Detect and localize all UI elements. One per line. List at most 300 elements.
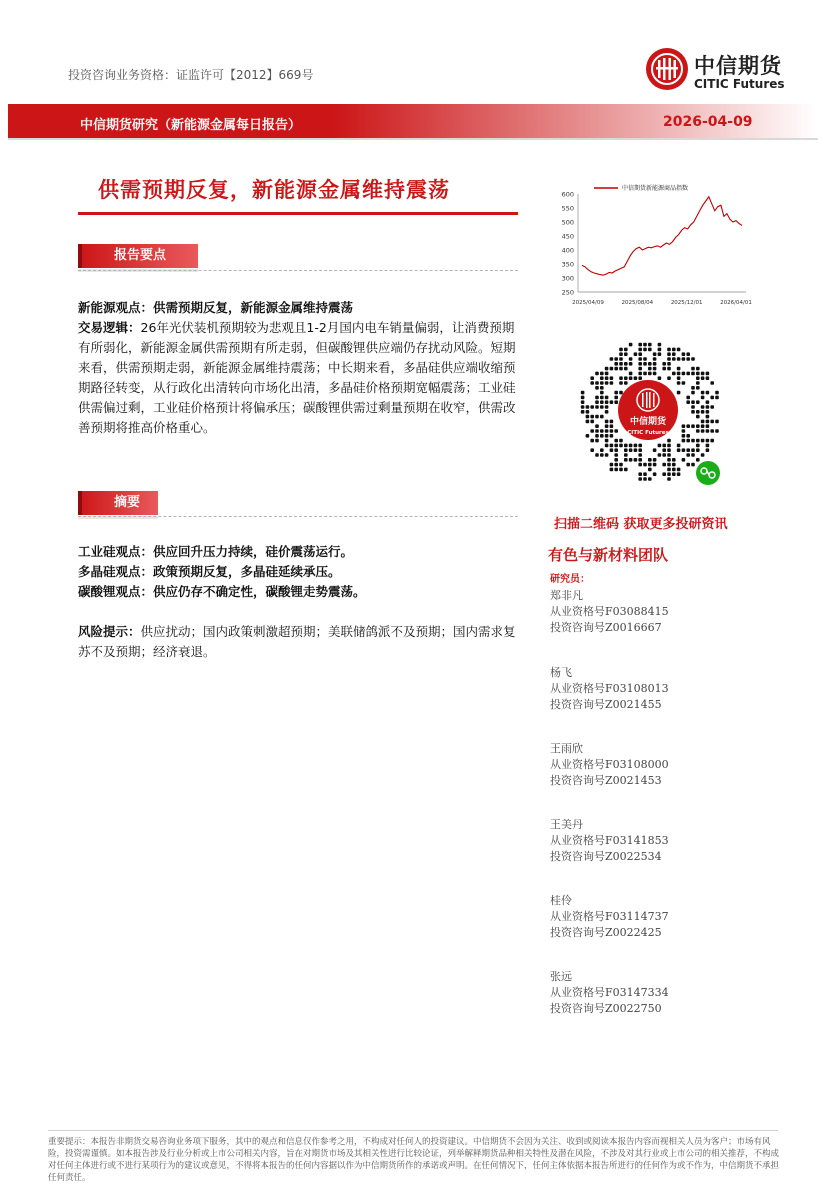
- qr-module: [667, 367, 671, 371]
- qr-module: [658, 352, 662, 356]
- qr-module: [595, 429, 599, 433]
- qr-module: [610, 429, 614, 433]
- qr-center-en: CITIC Futures: [627, 430, 669, 436]
- qr-module: [658, 343, 662, 347]
- qr-module: [600, 372, 604, 376]
- qr-module: [701, 453, 705, 457]
- qr-module: [614, 463, 618, 467]
- qr-module: [610, 448, 614, 452]
- report-title: 供需预期反复，新能源金属维持震荡: [98, 178, 450, 202]
- qr-module: [605, 367, 609, 371]
- qr-module: [614, 396, 618, 400]
- qr-module: [610, 367, 614, 371]
- qr-module: [629, 357, 633, 361]
- qr-module: [648, 343, 652, 347]
- qr-module: [691, 367, 695, 371]
- qr-module: [682, 424, 686, 428]
- qr-module: [672, 468, 676, 472]
- qr-module: [614, 458, 618, 462]
- qr-module: [610, 400, 614, 404]
- qr-module: [638, 362, 642, 366]
- qr-module: [595, 434, 599, 438]
- qr-module: [610, 444, 614, 448]
- researcher-qualification: 从业资格号F03114737: [550, 910, 669, 923]
- qr-module: [595, 453, 599, 457]
- risk-label: 风险提示：: [78, 624, 141, 639]
- qr-module: [706, 429, 710, 433]
- qr-module: [686, 352, 690, 356]
- qr-module: [648, 372, 652, 376]
- qr-module: [610, 468, 614, 472]
- qr-module: [605, 381, 609, 385]
- qr-module: [619, 357, 623, 361]
- researcher-entry: [550, 588, 669, 636]
- logo-english-name: CITIC Futures: [694, 77, 785, 91]
- qr-module: [581, 400, 585, 404]
- qr-module: [600, 429, 604, 433]
- researcher-name: 王美丹: [550, 818, 583, 831]
- qr-module: [614, 400, 618, 404]
- qr-module: [595, 415, 599, 419]
- qr-module: [667, 352, 671, 356]
- qr-module: [648, 468, 652, 472]
- qr-module: [653, 458, 657, 462]
- qr-module: [624, 352, 628, 356]
- researcher-name: 王雨欣: [550, 742, 583, 755]
- y-tick-label: 350: [561, 260, 574, 269]
- qr-module: [667, 463, 671, 467]
- qr-module: [586, 415, 590, 419]
- qr-module: [619, 468, 623, 472]
- qr-module: [619, 348, 623, 352]
- qr-module: [624, 376, 628, 380]
- y-tick-label: 250: [561, 288, 574, 297]
- qr-module: [605, 372, 609, 376]
- qr-module: [686, 400, 690, 404]
- qr-module: [600, 405, 604, 409]
- qr-module: [677, 372, 681, 376]
- qr-module: [629, 362, 633, 366]
- qr-module: [590, 439, 594, 443]
- qr-module: [701, 391, 705, 395]
- qr-module: [696, 458, 700, 462]
- qr-module: [686, 357, 690, 361]
- qr-module: [614, 448, 618, 452]
- license-text: 投资咨询业务资格：证监许可【2012】669号: [68, 68, 314, 82]
- researcher-consult-no: 投资咨询号Z0016667: [550, 621, 662, 634]
- qr-module: [696, 381, 700, 385]
- qr-module: [653, 367, 657, 371]
- qr-module: [595, 396, 599, 400]
- qr-module: [658, 444, 662, 448]
- qr-module: [672, 463, 676, 467]
- key-points-body: [78, 298, 522, 438]
- qr-module: [667, 439, 671, 443]
- qr-module: [586, 420, 590, 424]
- qr-module: [691, 463, 695, 467]
- qr-module: [682, 448, 686, 452]
- x-tick-label: 2025/08/04: [621, 300, 654, 306]
- researcher-consult-no: 投资咨询号Z0022425: [550, 926, 662, 939]
- view-text: 供需预期反复，新能源金属维持震荡: [153, 300, 354, 315]
- qr-module: [614, 453, 618, 457]
- qr-module: [600, 376, 604, 380]
- qr-module: [662, 472, 666, 476]
- qr-module: [686, 463, 690, 467]
- qr-module: [595, 381, 599, 385]
- qr-module: [706, 415, 710, 419]
- qr-module: [706, 444, 710, 448]
- qr-module: [667, 376, 671, 380]
- qr-module: [701, 410, 705, 414]
- qr-module: [710, 405, 714, 409]
- qr-module: [600, 434, 604, 438]
- view-line: [78, 298, 522, 318]
- qr-module: [706, 376, 710, 380]
- qr-module: [624, 453, 628, 457]
- qr-module: [619, 352, 623, 356]
- qr-module: [672, 472, 676, 476]
- summary-item-text: 供应回升压力持续，硅价震荡运行。: [153, 544, 354, 559]
- qr-module: [696, 372, 700, 376]
- qr-module: [682, 372, 686, 376]
- section-divider: [78, 270, 518, 271]
- qr-module: [686, 372, 690, 376]
- qr-module: [667, 458, 671, 462]
- qr-module: [691, 405, 695, 409]
- qr-module: [706, 391, 710, 395]
- qr-module: [648, 463, 652, 467]
- y-tick-label: 600: [561, 190, 574, 199]
- qr-module: [600, 415, 604, 419]
- qr-module: [691, 439, 695, 443]
- qr-module: [605, 429, 609, 433]
- qr-module: [667, 362, 671, 366]
- x-tick-label: 2025/12/01: [670, 300, 703, 306]
- logic-paragraph: [78, 318, 522, 438]
- qr-module: [667, 472, 671, 476]
- qr-module: [590, 405, 594, 409]
- qr-module: [672, 458, 676, 462]
- qr-module: [624, 381, 628, 385]
- qr-module: [600, 400, 604, 404]
- researcher-entry: [550, 741, 669, 789]
- qr-module: [586, 405, 590, 409]
- qr-module: [600, 381, 604, 385]
- qr-module: [677, 472, 681, 476]
- qr-module: [590, 420, 594, 424]
- qr-module: [638, 357, 642, 361]
- qr-module: [634, 376, 638, 380]
- qr-module: [586, 434, 590, 438]
- qr-module: [600, 386, 604, 390]
- qr-module: [696, 400, 700, 404]
- qr-module: [643, 362, 647, 366]
- researcher-entry: [550, 817, 669, 865]
- qr-module: [682, 439, 686, 443]
- qr-module: [686, 434, 690, 438]
- qr-module: [653, 372, 657, 376]
- risk-paragraph: [78, 622, 522, 662]
- disclaimer: 重要提示：本报告非期货交易咨询业务项下服务，其中的观点和信息仅作参考之用，不构成对任何人的投资建议。中信期货不会因为关注、收到或阅读本报告内容而视相关人员为客户；市场有风险，投资需谨慎。如本报告涉及行业分析或上市公司相关内容，旨在对期货市场及其相关性进行比较论证，列举解释期货品种相关特性及潜在风险，不涉及对其行业或上市公司的相关推荐，不构成对任何主体进行或不进行某项行为的建议或意见，不得将本报告的任何内容据以作为中信期货所作的承诺或声明。在任何情况下，任何主体依据本报告所进行的任何作为或不作为，中信期货不承担任何责任。: [48, 1137, 780, 1183]
- qr-module: [706, 400, 710, 404]
- summary-body: [78, 542, 522, 662]
- qr-module: [701, 429, 705, 433]
- qr-module: [610, 463, 614, 467]
- qr-module: [614, 468, 618, 472]
- x-tick-label: 2025/04/09: [572, 300, 604, 306]
- qr-module: [662, 463, 666, 467]
- qr-module: [682, 357, 686, 361]
- qr-module: [653, 352, 657, 356]
- qr-module: [691, 386, 695, 390]
- y-tick-label: 300: [561, 274, 574, 283]
- qr-module: [701, 405, 705, 409]
- qr-module: [610, 434, 614, 438]
- qr-module: [662, 448, 666, 452]
- report-series-name: 中信期货研究（新能源金属每日报告）: [80, 118, 302, 133]
- qr-module: [691, 372, 695, 376]
- qr-module: [706, 448, 710, 452]
- qr-module: [662, 444, 666, 448]
- researcher-consult-no: 投资咨询号Z0022534: [550, 850, 662, 863]
- qr-module: [614, 367, 618, 371]
- qr-module: [595, 424, 599, 428]
- qr-module: [605, 410, 609, 414]
- qr-module: [638, 472, 642, 476]
- qr-module: [629, 444, 633, 448]
- qr-module: [691, 410, 695, 414]
- researcher-name: 桂伶: [550, 894, 572, 907]
- qr-module: [605, 420, 609, 424]
- summary-item-label: 多晶硅观点：: [78, 564, 154, 579]
- qr-module: [590, 448, 594, 452]
- qr-module: [629, 448, 633, 452]
- qr-module: [638, 477, 642, 481]
- qr-module: [590, 381, 594, 385]
- qr-module: [677, 468, 681, 472]
- qr-module: [691, 453, 695, 457]
- qr-module: [677, 444, 681, 448]
- qr-module: [667, 444, 671, 448]
- qr-code: [568, 330, 728, 500]
- qr-module: [696, 444, 700, 448]
- qr-module: [706, 439, 710, 443]
- qr-module: [600, 396, 604, 400]
- qr-module: [696, 367, 700, 371]
- qr-module: [706, 405, 710, 409]
- researcher-qualification: 从业资格号F03141853: [550, 834, 669, 847]
- researcher-qualification: 从业资格号F03088415: [550, 605, 669, 618]
- qr-module: [638, 348, 642, 352]
- qr-module: [686, 424, 690, 428]
- summary-item-label: 工业硅观点：: [78, 544, 154, 559]
- qr-module: [610, 424, 614, 428]
- qr-module: [624, 362, 628, 366]
- researchers-label: 研究员：: [550, 574, 590, 585]
- qr-module: [643, 343, 647, 347]
- researcher-name: 郑非凡: [550, 589, 583, 602]
- qr-module: [600, 448, 604, 452]
- qr-module: [658, 453, 662, 457]
- qr-module: [682, 434, 686, 438]
- qr-module: [610, 381, 614, 385]
- qr-module: [610, 357, 614, 361]
- qr-module: [619, 444, 623, 448]
- qr-module: [629, 343, 633, 347]
- qr-module: [619, 362, 623, 366]
- qr-module: [706, 372, 710, 376]
- qr-module: [581, 391, 585, 395]
- qr-module: [581, 405, 585, 409]
- qr-module: [629, 458, 633, 462]
- qr-module: [696, 376, 700, 380]
- qr-module: [653, 448, 657, 452]
- qr-module: [638, 458, 642, 462]
- x-tick-label: 2026/04/01: [720, 300, 752, 306]
- qr-module: [634, 444, 638, 448]
- qr-module: [638, 453, 642, 457]
- qr-module: [595, 400, 599, 404]
- qr-module: [672, 348, 676, 352]
- qr-module: [701, 424, 705, 428]
- summary-item-text: 政策预期反复，多晶硅延续承压。: [153, 564, 341, 579]
- qr-module: [691, 424, 695, 428]
- qr-module: [600, 391, 604, 395]
- qr-module: [715, 396, 719, 400]
- qr-module: [638, 463, 642, 467]
- qr-module: [701, 396, 705, 400]
- qr-module: [643, 463, 647, 467]
- qr-module: [701, 372, 705, 376]
- qr-module: [653, 357, 657, 361]
- qr-module: [682, 381, 686, 385]
- qr-module: [624, 448, 628, 452]
- qr-module: [610, 376, 614, 380]
- qr-module: [643, 348, 647, 352]
- qr-module: [648, 367, 652, 371]
- qr-module: [667, 453, 671, 457]
- qr-module: [634, 448, 638, 452]
- qr-module: [638, 367, 642, 371]
- qr-module: [581, 410, 585, 414]
- qr-module: [648, 458, 652, 462]
- qr-module: [710, 396, 714, 400]
- qr-module: [658, 376, 662, 380]
- qr-module: [624, 367, 628, 371]
- researcher-entry: [550, 893, 669, 941]
- qr-module: [686, 453, 690, 457]
- researcher-name: 张远: [550, 970, 572, 983]
- qr-module: [605, 439, 609, 443]
- qr-module: [691, 357, 695, 361]
- qr-module: [605, 444, 609, 448]
- summary-item: [78, 562, 522, 582]
- qr-module: [691, 400, 695, 404]
- qr-module: [706, 410, 710, 414]
- qr-module: [662, 453, 666, 457]
- citic-logo-icon: [644, 46, 690, 92]
- qr-module: [667, 477, 671, 481]
- qr-module: [686, 396, 690, 400]
- logic-text: 26年光伏装机预期较为悲观且1-2月国内电车销量偏弱，让消费预期有所弱化，新能源金属供需预期有所走弱，但碳酸锂供应端仍存扰动风险。短期来看，供需预期走弱，新能源金属维持震荡；中长期来看，多晶硅供应端收缩预期路径转变，从行政化出清转向市场化出清，多晶硅价格预期宽幅震荡；工业硅供需偏过剩，工业硅价格预计将偏承压；碳酸锂供需过剩量预期在收窄，供需改善预期将推高价格重心。: [78, 320, 516, 435]
- qr-module: [710, 429, 714, 433]
- y-tick-label: 400: [561, 246, 574, 255]
- y-tick-label: 550: [561, 204, 574, 213]
- qr-module: [619, 376, 623, 380]
- qr-module: [624, 468, 628, 472]
- qr-module: [677, 381, 681, 385]
- qr-module: [677, 448, 681, 452]
- qr-module: [619, 463, 623, 467]
- qr-module: [653, 463, 657, 467]
- researcher-entry: [550, 665, 669, 713]
- qr-module: [614, 439, 618, 443]
- qr-center-cn: 中信期货: [629, 417, 667, 427]
- y-tick-label: 450: [561, 232, 574, 241]
- qr-module: [595, 439, 599, 443]
- researcher-consult-no: 投资咨询号Z0022750: [550, 1002, 662, 1015]
- qr-module: [643, 372, 647, 376]
- qr-module: [696, 386, 700, 390]
- qr-module: [619, 367, 623, 371]
- company-logo: [644, 46, 814, 96]
- qr-module: [701, 420, 705, 424]
- qr-module: [667, 468, 671, 472]
- qr-module: [614, 391, 618, 395]
- qr-module: [682, 429, 686, 433]
- qr-module: [600, 453, 604, 457]
- qr-module: [691, 448, 695, 452]
- qr-module: [605, 376, 609, 380]
- qr-module: [638, 352, 642, 356]
- qr-module: [701, 376, 705, 380]
- qr-module: [648, 362, 652, 366]
- scan-qr-caption: 扫描二维码 获取更多投研资讯: [554, 517, 728, 532]
- qr-module: [696, 415, 700, 419]
- qr-module: [662, 367, 666, 371]
- qr-module: [682, 458, 686, 462]
- qr-module: [614, 362, 618, 366]
- logo-chinese-name: 中信期货: [694, 54, 782, 78]
- qr-module: [590, 415, 594, 419]
- index-line-chart: [548, 180, 768, 310]
- qr-module: [672, 372, 676, 376]
- summary-item: [78, 582, 522, 602]
- qr-module: [610, 420, 614, 424]
- qr-module: [614, 444, 618, 448]
- qr-module: [667, 348, 671, 352]
- qr-module: [701, 439, 705, 443]
- qr-module: [643, 357, 647, 361]
- summary-item: [78, 542, 522, 562]
- qr-module: [677, 367, 681, 371]
- mini-program-icon: [696, 461, 720, 485]
- qr-module: [672, 352, 676, 356]
- qr-module: [710, 439, 714, 443]
- spacer: [78, 602, 522, 622]
- qr-module: [614, 357, 618, 361]
- qr-module: [706, 424, 710, 428]
- footer-divider: [48, 1130, 778, 1131]
- title-divider: [78, 212, 518, 215]
- qr-module: [691, 391, 695, 395]
- researcher-name: 杨飞: [550, 666, 572, 679]
- summary-tag: 摘要: [78, 491, 158, 515]
- qr-module: [581, 396, 585, 400]
- view-label: 新能源观点：: [78, 300, 154, 315]
- qr-module: [715, 429, 719, 433]
